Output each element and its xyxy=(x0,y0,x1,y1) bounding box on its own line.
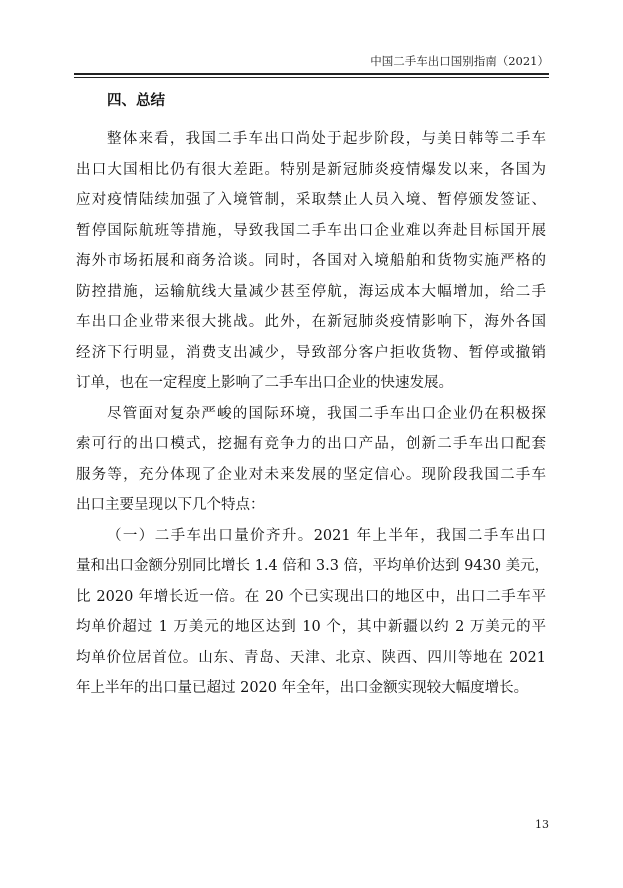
paragraph-line: 车出口企业带来很大挑战。此外，在新冠肺炎疫情影响下，海外各国 xyxy=(76,314,546,330)
paragraph-line: 防控措施，运输航线大量减少甚至停航，海运成本大幅增加，给二手 xyxy=(76,283,546,300)
paragraph-line: 整体来看，我国二手车出口尚处于起步阶段，与美日韩等二手车 xyxy=(107,131,546,147)
page-number: 13 xyxy=(535,818,549,831)
paragraph-volume-price xyxy=(76,521,550,704)
paragraph-line: 均单价超过 1 万美元的地区达到 10 个，其中新疆以约 2 万美元的平 xyxy=(76,619,546,635)
paragraph-line: 索可行的出口模式，挖掘有竞争力的出口产品，创新二手车出口配套 xyxy=(76,436,546,452)
running-header: 中国二手车出口国别指南（2021） xyxy=(370,54,549,68)
paragraph-line: （一）二手车出口量价齐升。2021 年上半年，我国二手车出口 xyxy=(107,527,546,544)
paragraph-line: 均单价位居首位。山东、青岛、天津、北京、陕西、四川等地在 2021 xyxy=(76,649,546,666)
paragraph-line: 应对疫情陆续加强了入境管制，采取禁止人员入境、暂停颁发签证、 xyxy=(76,192,546,208)
paragraph-line: 尽管面对复杂严峻的国际环境，我国二手车出口企业仍在积极探 xyxy=(107,405,546,422)
paragraph-line: 海外市场拓展和商务洽谈。同时，各国对入境船舶和货物实施严格的 xyxy=(76,253,546,269)
paragraph-line: 比 2020 年增长近一倍。在 20 个已实现出口的地区中，出口二手车平 xyxy=(76,588,546,605)
body-text xyxy=(76,87,550,704)
section-heading: 四、总结 xyxy=(107,93,165,109)
paragraph-overview xyxy=(76,124,546,399)
paragraph-line: 出口大国相比仍有很大差距。特别是新冠肺炎疫情爆发以来，各国为 xyxy=(76,161,546,178)
paragraph-line: 暂停国际航班等措施，导致我国二手车出口企业难以奔赴目标国开展 xyxy=(76,222,546,239)
header-rule-thick xyxy=(74,73,549,75)
paragraph-line: 年上半年的出口量已超过 2020 年全年，出口金额实现较大幅度增长。 xyxy=(76,680,529,696)
paragraph-line: 量和出口金额分别同比增长 1.4 倍和 3.3 倍，平均单价达到 9430 美元， xyxy=(76,558,550,574)
paragraph-line: 经济下行明显，消费支出减少，导致部分客户拒收货物、暂停或撤销 xyxy=(76,344,546,361)
header-rule-thin xyxy=(74,77,549,78)
paragraph-line: 服务等，充分体现了企业对未来发展的坚定信心。现阶段我国二手车 xyxy=(76,466,546,483)
paragraph-confidence xyxy=(76,399,546,521)
paragraph-line: 出口主要呈现以下几个特点： xyxy=(76,497,265,513)
paragraph-line: 订单，也在一定程度上影响了二手车出口企业的快速发展。 xyxy=(76,375,453,391)
